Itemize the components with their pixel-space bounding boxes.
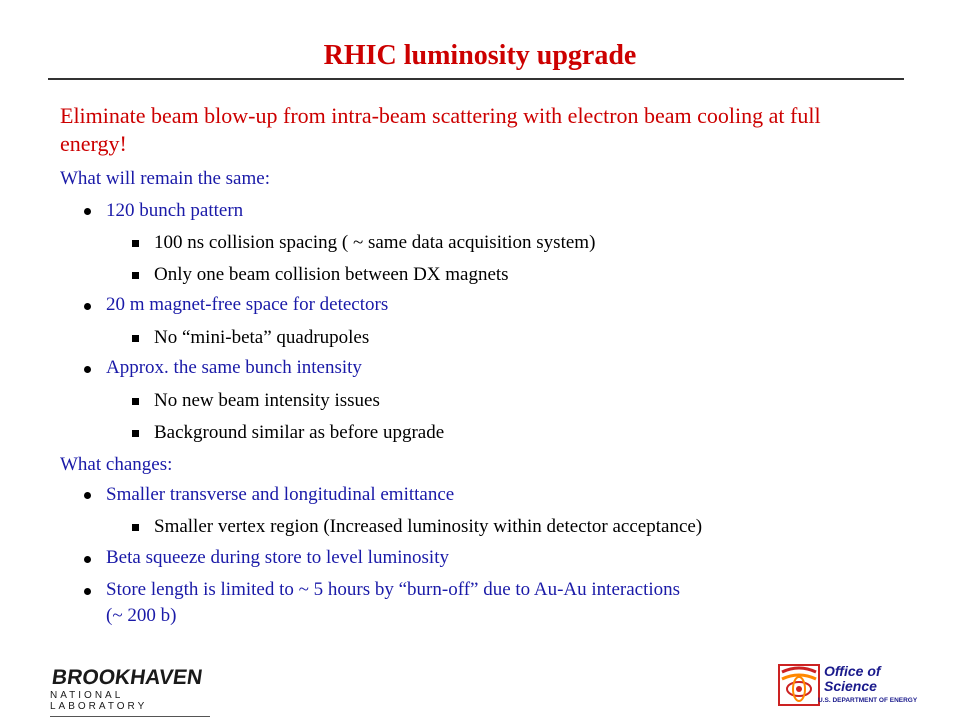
changes-heading: What changes: xyxy=(60,454,173,475)
bullet-square xyxy=(132,272,139,279)
office-of-science-logo xyxy=(778,663,918,708)
brookhaven-subtitle: NATIONAL LABORATORY xyxy=(50,690,148,712)
list-item: 20 m magnet-free space for detectors xyxy=(106,294,389,315)
bullet-square xyxy=(132,335,139,342)
list-item: Store length is limited to ~ 5 hours by “burn-off” due to Au-Au interactions xyxy=(106,579,681,600)
logo-rule xyxy=(50,716,210,717)
bullet-square xyxy=(132,524,139,531)
intro-text: Eliminate beam blow-up from intra-beam scattering with electron beam cooling at full energy! xyxy=(60,103,821,156)
brookhaven-logo xyxy=(48,664,212,720)
list-item: No “mini-beta” quadrupoles xyxy=(154,327,370,348)
list-item: Only one beam collision between DX magnets xyxy=(154,264,509,285)
science-label: Science xyxy=(824,678,877,694)
list-item: Smaller vertex region (Increased luminosity within detector acceptance) xyxy=(154,516,703,537)
bullet-dot xyxy=(84,492,91,499)
office-of-science-text xyxy=(824,664,881,694)
bullet-dot xyxy=(84,588,91,595)
list-item: Beta squeeze during store to level luminosity xyxy=(106,547,449,568)
list-item: 100 ns collision spacing ( ~ same data acquisition system) xyxy=(154,232,596,253)
office-of-label: Office of xyxy=(824,663,881,679)
doe-label: U.S. DEPARTMENT OF ENERGY xyxy=(818,697,918,704)
bullet-dot xyxy=(84,303,91,310)
office-of-science-emblem-icon xyxy=(778,664,820,706)
bullet-square xyxy=(132,430,139,437)
list-item: Approx. the same bunch intensity xyxy=(106,357,362,378)
slide-title: RHIC luminosity upgrade xyxy=(323,40,637,71)
bullet-square xyxy=(132,398,139,405)
bullet-square xyxy=(132,240,139,247)
same-heading: What will remain the same: xyxy=(60,168,270,189)
bullet-dot xyxy=(84,366,91,373)
title-divider xyxy=(48,78,904,80)
list-item: No new beam intensity issues xyxy=(154,390,380,411)
list-item: 120 bunch pattern xyxy=(106,200,244,221)
list-item-continuation: (~ 200 b) xyxy=(106,605,177,626)
brookhaven-wordmark: BROOKHAVEN xyxy=(50,666,204,689)
list-item: Smaller transverse and longitudinal emittance xyxy=(106,484,455,505)
bullet-dot xyxy=(84,208,91,215)
list-item: Background similar as before upgrade xyxy=(154,422,445,443)
bullet-dot xyxy=(84,556,91,563)
